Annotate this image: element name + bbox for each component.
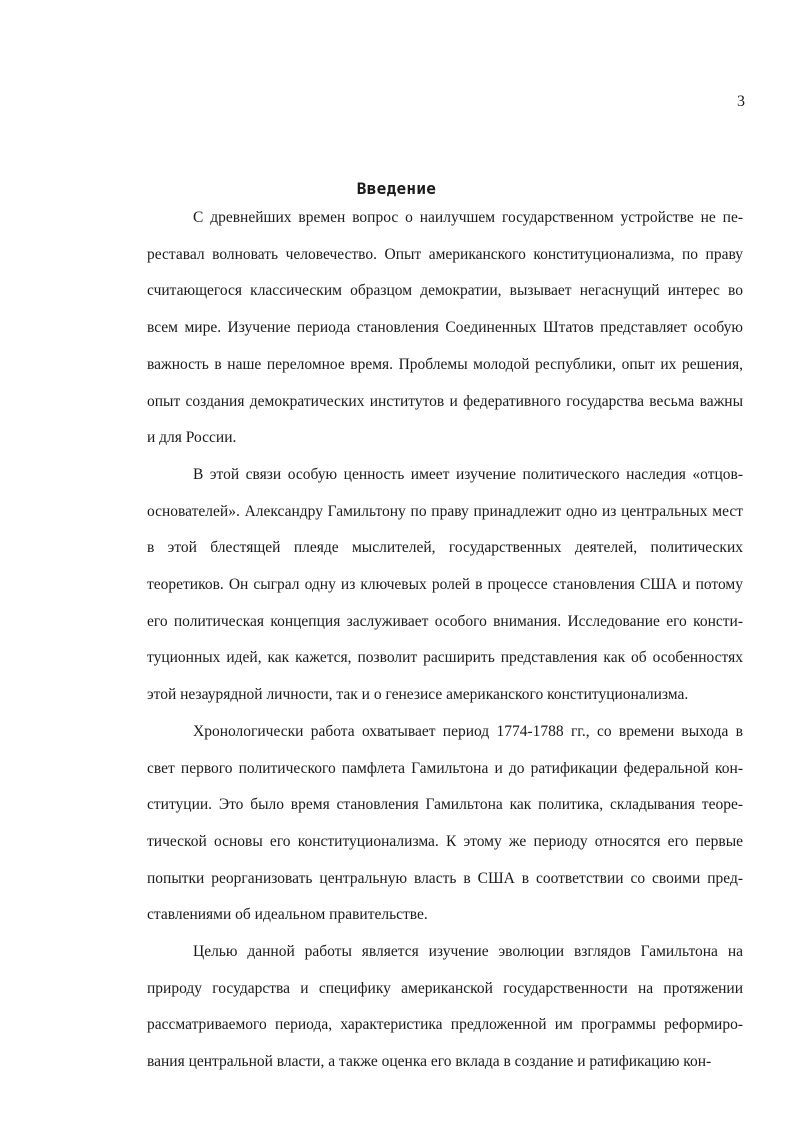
paragraph: В этой связи особую ценность имеет изучение политического наследия «отцов-основателей». Александру Гамильтону по праву принадлежит одно из центральных мест в этой блестящей плеяде мыслителей, государственных деятелей, политических теоретиков. Он сыграл одну из ключевых ролей в процессе становления США и потому его политическая концепция заслуживает особого внимания. Исследование его конституционных идей, как кажется, позволит расширить представления как об особенностях этой незаурядной личности, так и о генезисе американского конституционализма. (147, 465, 743, 704)
paragraph: Целью данной работы является изучение эволюции взглядов Гамильтона на природу государства и специфику американской государственности на протяжении рассматриваемого периода, характеристика предложенной им программы реформирования центральной власти, а также оценка его вклада в создание и ратификацию кон- (147, 943, 743, 1071)
paragraph: С древнейших времен вопрос о наилучшем государственном устройстве не переставал волновать человечество. Опыт американского конституционализма, по праву считающегося классическим образцом демократии, вызывает негаснущий интерес во всем мире. Изучение периода становления Соединенных Штатов представляет особую важность в наше переломное время. Проблемы молодой республики, опыт их решения, опыт создания демократических институтов и федеративного государства весьма важны и для России. (147, 209, 743, 447)
page-number: 3 (737, 93, 745, 110)
body-text (147, 200, 743, 1081)
page-title: Введение (356, 179, 437, 198)
paragraph: Хронологически работа охватывает период 1774-1788 гг., со времени выхода в свет первого политического памфлета Гамильтона и до ратификации федеральной конституции. Это было время становления Гамильтона как политика, складывания теоретической основы его конституционализма. К этому же периоду относятся его первые попытки реорганизовать центральную власть в США в соответствии со своими представлениями об идеальном правительстве. (147, 722, 743, 924)
